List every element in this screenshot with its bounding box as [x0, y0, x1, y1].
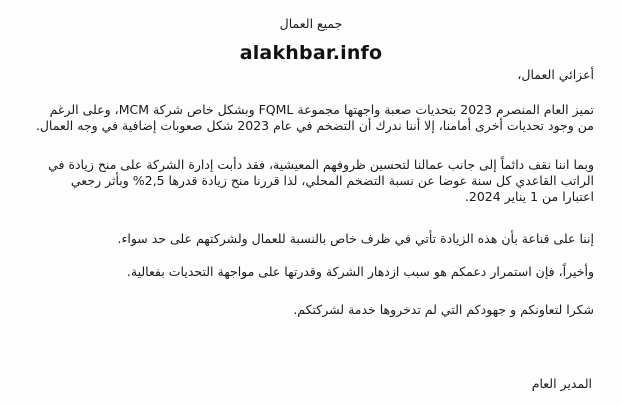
paragraph-4: وأخيراً، فإن استمرار دعمكم هو سبب ازدهار الشركة وقدرتها على مواجهة التحديات بفعالية.	[126, 264, 594, 279]
paragraph-3: إننا على قناعة بأن هذه الزيادة تأتي في ظرف خاص بالنسبة للعمال ولشركتهم على حد سواء.	[117, 231, 594, 246]
paragraph-2-line-2: الراتب القاعدي كل سنة عوضا عن نسبة التضخم المحلي، لذا قررنا منح زيادة قدرها 2,5% وبأثر رجعي	[70, 173, 594, 188]
source-watermark: alakhbar.info	[239, 42, 383, 64]
paragraph-1-line-2: من وجود تحديات أخرى أمامنا، إلا أننا ندرك أن التضخم في عام 2023 شكل صعوبات إضافية في وجه العمال.	[35, 118, 594, 133]
paragraph-2-line-1: وبما اننا نقف دائماً إلى جانب عمالنا لتحسين ظروفهم المعيشية، فقد دأبت إدارة الشركة على منح زيادة في	[48, 157, 594, 172]
paragraph-1-line-1: تميز العام المنصرم 2023 بتحديات صعبة واجهتها مجموعة FQML وبشكل خاص شركة MCM، وعلى الرغم	[49, 102, 594, 117]
paragraph-2-line-3: اعتبارا من 1 يناير 2024.	[464, 189, 594, 204]
signoff-general-manager: المدير العام	[531, 376, 592, 391]
recipient-heading: جميع العمال	[279, 16, 343, 31]
greeting: أعزائي العمال،	[517, 67, 594, 82]
paragraph-5: شكرا لتعاونكم و جهودكم التي لم تدخروها خدمة لشركتكم.	[293, 302, 594, 317]
